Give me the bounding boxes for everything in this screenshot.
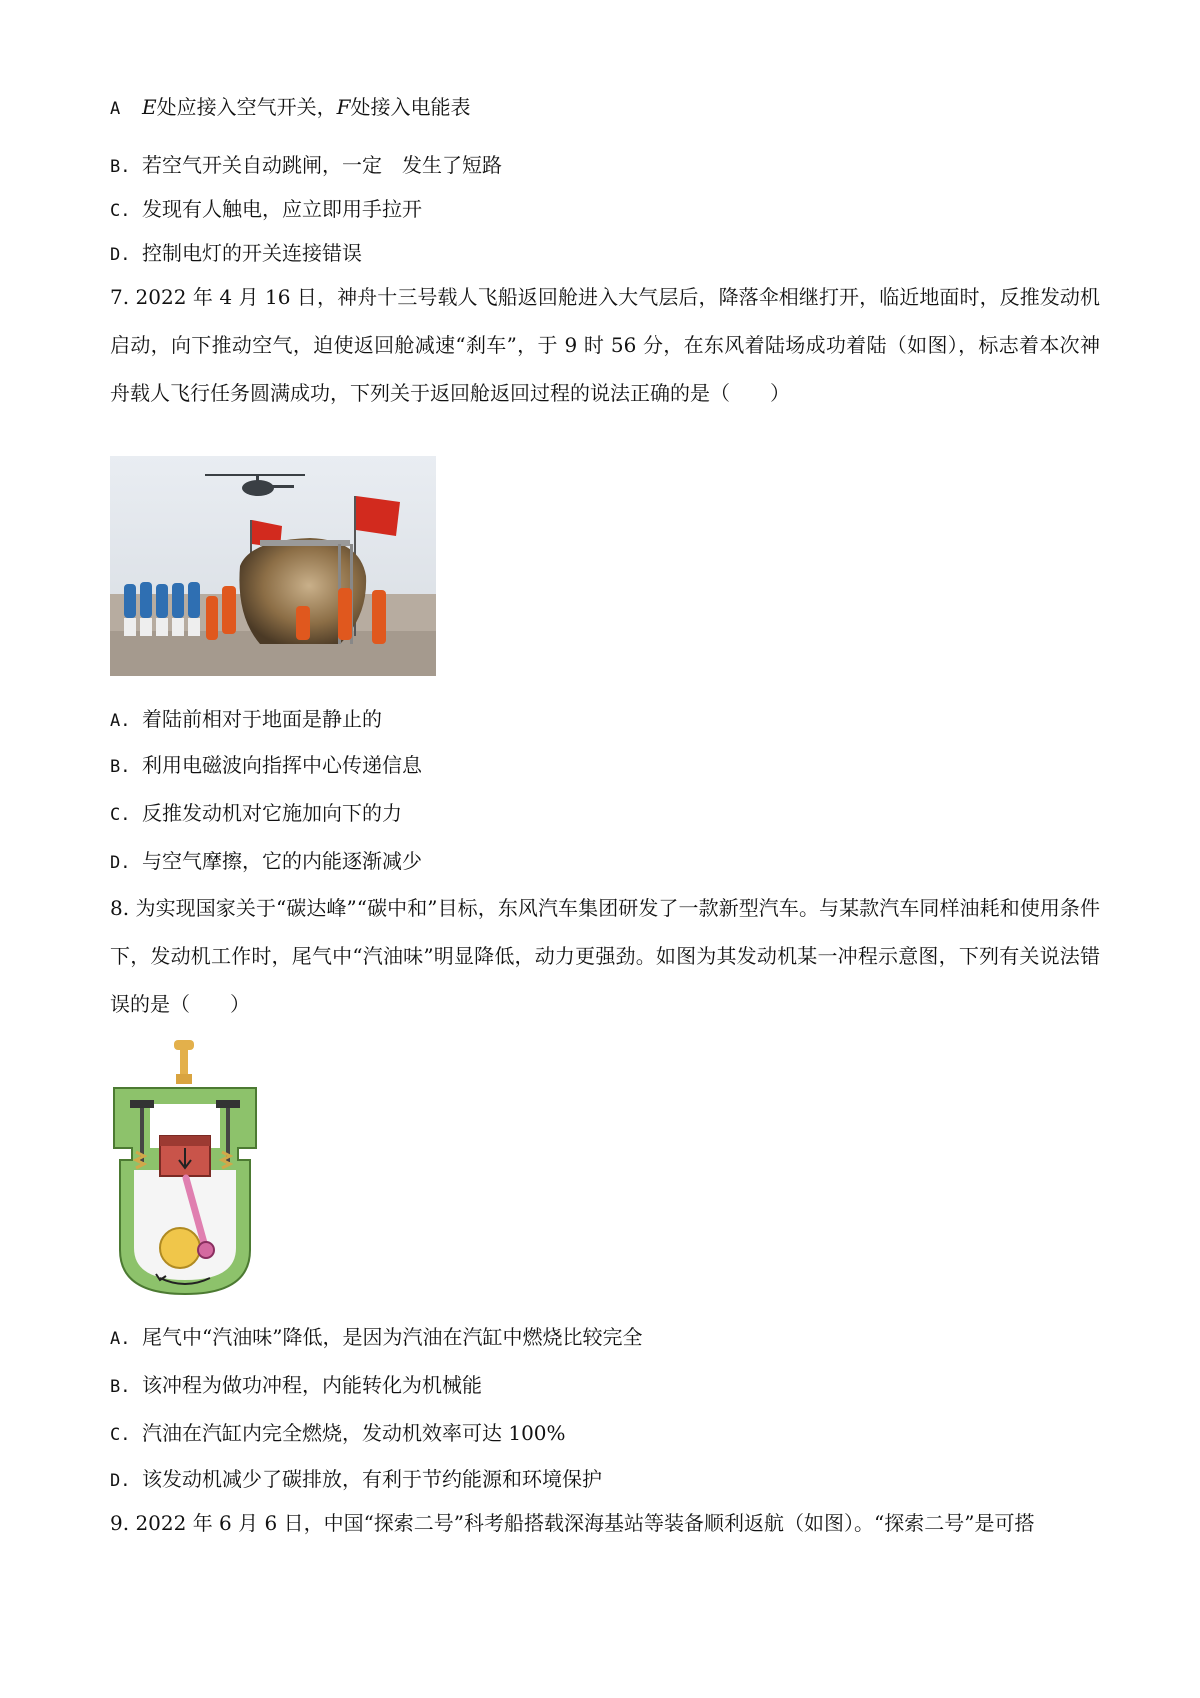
option-text: 发现有人触电，应立即用手拉开 [142, 197, 422, 221]
label-f: F [336, 95, 351, 119]
option-label: C. [110, 201, 131, 221]
capsule-landing-photo [110, 456, 436, 676]
option-text: 尾气中“汽油味”降低，是因为汽油在汽缸中燃烧比较完全 [142, 1325, 643, 1349]
q7-option-a [110, 704, 382, 736]
option-label: C. [110, 1425, 131, 1445]
q6-option-b [110, 150, 502, 182]
q6-option-c [110, 194, 422, 226]
option-text: 反推发动机对它施加向下的力 [142, 801, 402, 825]
option-label: D. [110, 853, 131, 873]
q8-option-d [110, 1464, 602, 1496]
option-label: A. [110, 711, 131, 731]
option-text: 处应接入空气开关， [156, 95, 337, 119]
option-label: B. [110, 757, 131, 777]
q8-option-c [110, 1418, 566, 1450]
engine-stroke-diagram [110, 1040, 260, 1300]
q7-option-d [110, 846, 422, 878]
q6-option-d [110, 238, 362, 270]
option-label: A. [110, 1329, 131, 1349]
option-text: 该发动机减少了碳排放，有利于节约能源和环境保护 [142, 1467, 602, 1491]
q6-option-a [110, 92, 471, 124]
q7-option-c [110, 798, 402, 830]
option-text: 与空气摩擦，它的内能逐渐减少 [142, 849, 422, 873]
option-text: 该冲程为做功冲程，内能转化为机械能 [142, 1373, 482, 1397]
option-text: 着陆前相对于地面是静止的 [142, 707, 382, 731]
option-text: 汽油在汽缸内完全燃烧，发动机效率可达 100% [142, 1421, 566, 1445]
option-label: A [110, 99, 121, 119]
option-label: B. [110, 157, 131, 177]
label-e: E [142, 95, 157, 119]
q9-stem: 9. 2022 年 6 月 6 日，中国“探索二号”科考船搭载深海基站等装备顺利返航（如图）。“探索二号”是可搭 [110, 1511, 1035, 1535]
option-text: 利用电磁波向指挥中心传递信息 [142, 753, 422, 777]
option-label: D. [110, 245, 131, 265]
option-text: 处接入电能表 [350, 95, 471, 119]
q8-option-a [110, 1322, 642, 1354]
option-label: D. [110, 1471, 131, 1491]
q8-stem: 8. 为实现国家关于“碳达峰”“碳中和”目标，东风汽车集团研发了一款新型汽车。与某款汽车同样油耗和使用条件下，发动机工作时，尾气中“汽油味”明显降低，动力更强劲。如图为其发动机某一冲程示意图，下列有关说法错误的是（ ） [110, 896, 1100, 1016]
q8-option-b [110, 1370, 482, 1402]
option-label: C. [110, 805, 131, 825]
option-label: B. [110, 1377, 131, 1397]
q7-stem: 7. 2022 年 4 月 16 日，神舟十三号载人飞船返回舱进入大气层后，降落伞相继打开，临近地面时，反推发动机启动，向下推动空气，迫使返回舱减速“刹车”，于 9 时 56 分，在东风着陆场成功着陆（如图），标志着本次神舟载人飞行任务圆满成功，下列关于返回舱返回过程的说法正确的是（ ） [110, 285, 1100, 405]
q7-option-b [110, 750, 422, 782]
option-text: 若空气开关自动跳闸，一定 发生了短路 [142, 153, 502, 177]
option-text: 控制电灯的开关连接错误 [142, 241, 362, 265]
